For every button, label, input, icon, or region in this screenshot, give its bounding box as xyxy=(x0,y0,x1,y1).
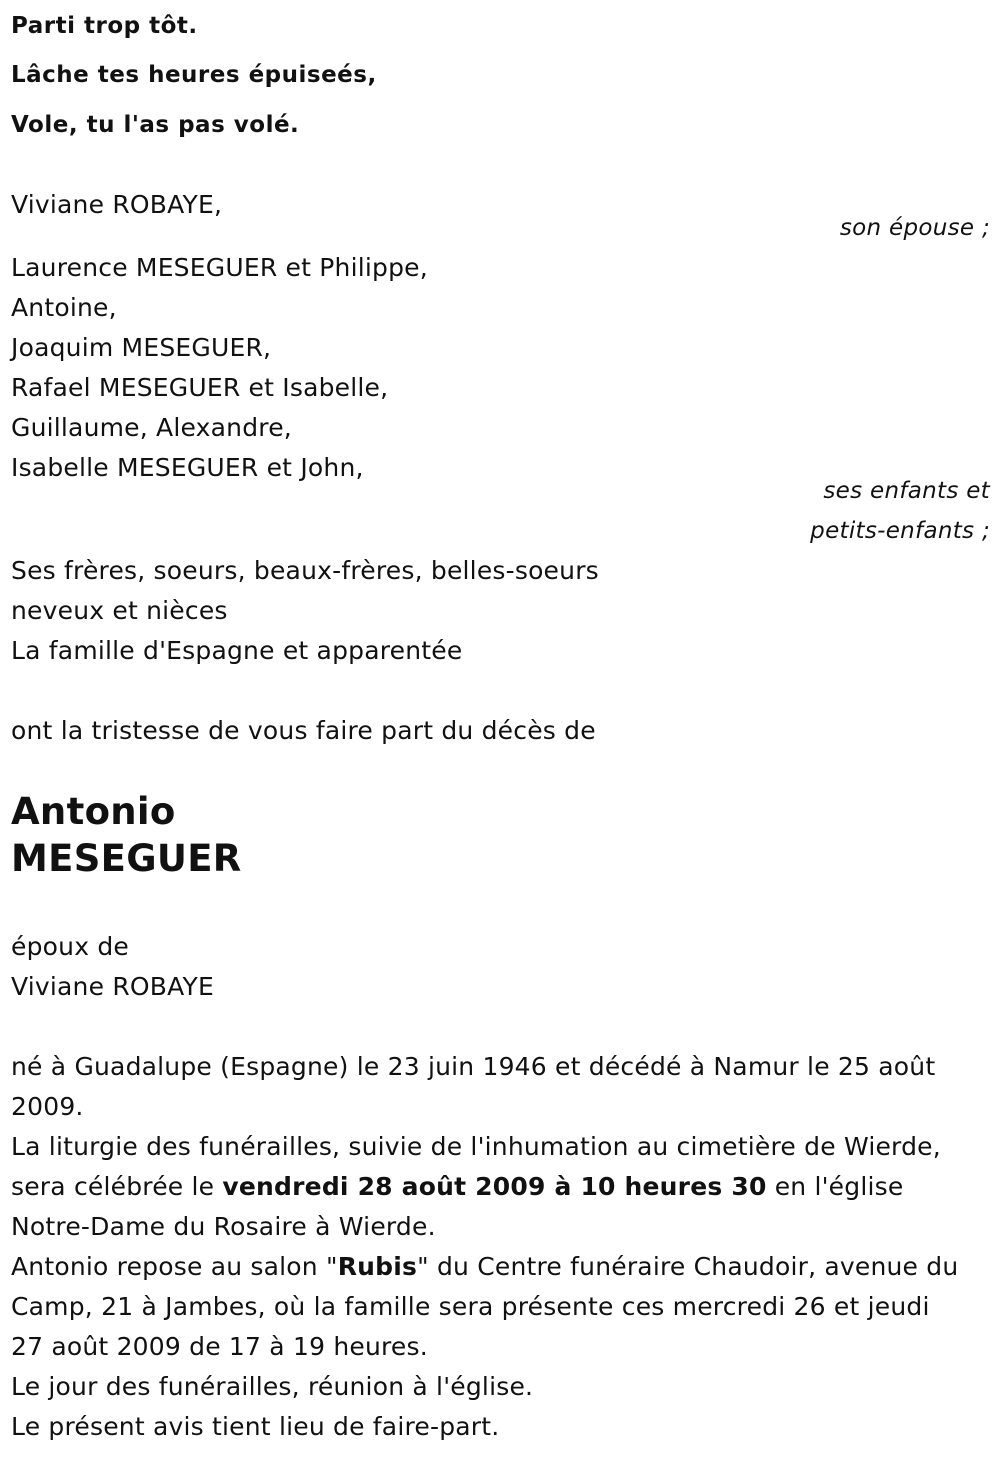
notice-text: Le présent avis tient lieu de faire-part. xyxy=(11,1412,500,1441)
salon-name: Rubis xyxy=(337,1252,418,1281)
poem-line-2: Lâche tes heures épuiseés, xyxy=(11,62,377,88)
poem-line-1: Parti trop tôt. xyxy=(11,13,198,39)
child-line-5: Guillaume, Alexandre, xyxy=(11,413,292,442)
liturgy-line-1: La liturgie des funérailles, suivie de l'inhumation au cimetière de Wierde, xyxy=(11,1132,941,1161)
child-line-1: Laurence MESEGUER et Philippe, xyxy=(11,253,428,282)
children-role-line-1: ses enfants et xyxy=(823,478,990,504)
spouse-role: son épouse ; xyxy=(839,215,990,241)
deceased-first-name: Antonio xyxy=(11,790,176,833)
repose-line-1-pre: Antonio repose au salon " xyxy=(11,1252,338,1281)
children-role-line-2: petits-enfants ; xyxy=(810,518,990,544)
repose-line-1 xyxy=(11,1247,958,1287)
family-line-3: La famille d'Espagne et apparentée xyxy=(11,636,463,665)
child-line-6: Isabelle MESEGUER et John, xyxy=(11,453,364,482)
child-line-4: Rafael MESEGUER et Isabelle, xyxy=(11,373,389,402)
family-line-1: Ses frères, soeurs, beaux-frères, belles-soeurs xyxy=(11,556,599,585)
birth-line-2: 2009. xyxy=(11,1092,84,1121)
child-line-3: Joaquim MESEGUER, xyxy=(11,333,272,362)
reunion-text: Le jour des funérailles, réunion à l'église. xyxy=(11,1372,534,1401)
announcement-text: ont la tristesse de vous faire part du décès de xyxy=(11,716,596,745)
birth-line-1: né à Guadalupe (Espagne) le 23 juin 1946 et décédé à Namur le 25 août xyxy=(11,1052,936,1081)
repose-line-2: Camp, 21 à Jambes, où la famille sera présente ces mercredi 26 et jeudi xyxy=(11,1292,930,1321)
spouse-name: Viviane ROBAYE, xyxy=(11,190,223,219)
liturgy-line-2-post: en l'église xyxy=(766,1172,904,1201)
repose-line-1-post: " du Centre funéraire Chaudoir, avenue du xyxy=(417,1252,959,1281)
liturgy-line-2-pre: sera célébrée le xyxy=(11,1172,223,1201)
liturgy-line-3: Notre-Dame du Rosaire à Wierde. xyxy=(11,1212,436,1241)
family-line-2: neveux et nièces xyxy=(11,596,228,625)
funeral-date-time: vendredi 28 août 2009 à 10 heures 30 xyxy=(222,1172,767,1201)
spouse-of-label: époux de xyxy=(11,932,129,961)
deceased-last-name: MESEGUER xyxy=(11,837,242,880)
spouse-of-name: Viviane ROBAYE xyxy=(11,972,214,1001)
repose-line-3: 27 août 2009 de 17 à 19 heures. xyxy=(11,1332,428,1361)
child-line-2: Antoine, xyxy=(11,293,117,322)
poem-line-3: Vole, tu l'as pas volé. xyxy=(11,112,300,138)
liturgy-line-2 xyxy=(11,1167,903,1207)
